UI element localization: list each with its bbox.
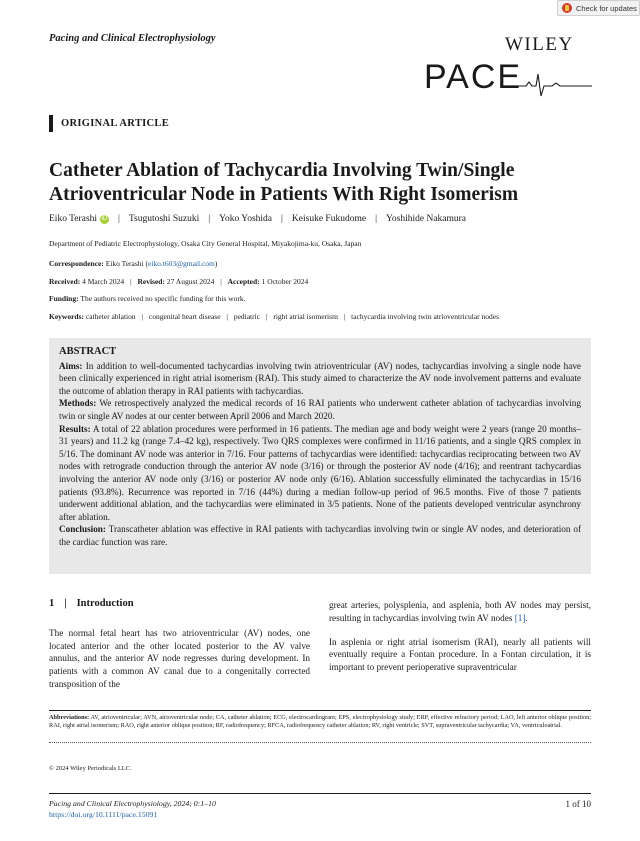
page-number: 1 of 10: [565, 799, 591, 809]
journal-logo: PACE: [424, 58, 523, 96]
correspondence-email-link[interactable]: eiko.t603@gmail.com: [147, 259, 215, 268]
conclusion-label: Conclusion:: [59, 524, 106, 535]
reference-link[interactable]: [1]: [514, 612, 526, 623]
section-number: 1: [49, 598, 55, 609]
article-type-bar: [49, 115, 53, 132]
funding: [49, 294, 246, 303]
conclusion-text: Transcatheter ablation was effective in RAI patients with tachycardias involving twin or single AV nodes, and deterioration of the cardiac function was rare.: [59, 524, 582, 547]
journal-name: Pacing and Clinical Electrophysiology: [49, 33, 216, 44]
keywords: [49, 312, 499, 321]
author-name[interactable]: Eiko Terashi: [49, 214, 97, 224]
revised-date: 27 August 2024: [166, 277, 215, 286]
methods-text: We retrospectively analyzed the medical records of 16 RAI patients who underwent catheter ablation of tachycardias involving twin or single AV nodes at our center between April 2006 and March 2020.: [59, 398, 581, 421]
abstract-conclusion: [59, 523, 581, 548]
correspondence: Correspondence: Eiko Terashi (eiko.t603@gmail.com): [49, 259, 218, 268]
methods-label: Methods:: [59, 398, 97, 409]
divider: [49, 793, 591, 794]
date-separator: |: [220, 277, 222, 286]
section-heading: [49, 598, 310, 611]
author-separator: |: [117, 214, 120, 224]
check-for-updates-button[interactable]: [557, 0, 640, 16]
article-title: Catheter Ablation of Tachycardia Involving Twin/Single Atrioventricular Node in Patients With Right Isomerism: [49, 160, 519, 205]
author-name[interactable]: Yoshihide Nakamura: [385, 214, 467, 224]
author-separator: |: [208, 214, 211, 224]
accepted-date: 1 October 2024: [261, 277, 309, 286]
footer-citation: Pacing and Clinical Electrophysiology, 2024; 0:1–10: [49, 799, 216, 808]
section-title: Introduction: [76, 598, 134, 609]
doi-link[interactable]: https://doi.org/10.1111/pace.15091: [49, 810, 158, 819]
keyword[interactable]: tachycardia involving twin atrioventricular nodes: [351, 312, 500, 321]
affiliation: Department of Pediatric Electrophysiology, Osaka City General Hospital, Miyakojima-ku, Osaka, Japan: [49, 239, 362, 248]
author-separator: |: [375, 214, 377, 224]
abstract-results: [59, 423, 581, 524]
divider: [49, 710, 591, 711]
abstract-heading: ABSTRACT: [59, 346, 117, 357]
article-dates: [49, 277, 308, 286]
abbreviations: [49, 714, 591, 730]
intro-paragraph: [329, 599, 591, 625]
keyword[interactable]: pediatric: [233, 312, 261, 321]
correspondence-name: Eiko Terashi: [105, 259, 144, 268]
received-label: Received:: [49, 277, 81, 286]
orcid-icon[interactable]: iD: [101, 215, 108, 222]
divider: [49, 742, 591, 743]
results-label: Results:: [59, 423, 91, 434]
keywords-label: Keywords:: [49, 312, 84, 321]
aims-label: Aims:: [59, 360, 83, 371]
intro-paragraph: In asplenia or right atrial isomerism (RAI), nearly all patients will eventually require a Fontan procedure. In a Fontan circulation, it is important to prevent perioperative supraventricular: [329, 636, 591, 673]
keyword-separator: |: [226, 312, 228, 321]
correspondence-label: Correspondence:: [49, 259, 104, 268]
publisher-logo: WILEY: [505, 34, 574, 55]
check-for-updates-label: Check for updates: [576, 3, 637, 13]
funding-label: Funding:: [49, 294, 79, 303]
accepted-label: Accepted:: [227, 277, 260, 286]
author-name[interactable]: Tsugutoshi Suzuki: [128, 214, 200, 224]
abbreviations-label: Abbreviations:: [49, 714, 90, 721]
body-column-left: [49, 598, 310, 702]
keyword[interactable]: right atrial isomerism: [273, 312, 338, 321]
ecg-wave-icon: [508, 72, 592, 98]
author-name[interactable]: Yoko Yoshida: [219, 214, 273, 224]
paragraph-text: .: [525, 612, 528, 623]
section-separator: |: [64, 598, 67, 609]
author-separator: |: [281, 214, 283, 224]
intro-paragraph: The normal fetal heart has two atrioventricular (AV) nodes, one located anterior and the other located posterior to the AV valve annulus, and the anterior AV node regresses during development. In patients with a common AV canal due to a congenitally corrected transposition of the: [49, 627, 310, 689]
keyword-separator: |: [265, 312, 268, 321]
keyword-separator: |: [343, 312, 346, 321]
abstract-aims: [59, 360, 581, 398]
abstract-methods: [59, 397, 581, 422]
article-type: ORIGINAL ARTICLE: [61, 118, 170, 129]
keyword[interactable]: congenital heart disease: [148, 312, 221, 321]
body-column-right: [329, 599, 591, 685]
revised-label: Revised:: [137, 277, 165, 286]
paragraph-text: great arteries, polysplenia, and asplenia, both AV nodes may persist, resulting in tachycardias involving twin AV nodes: [329, 600, 591, 623]
copyright: © 2024 Wiley Periodicals LLC.: [49, 765, 132, 772]
keyword[interactable]: catheter ablation: [85, 312, 136, 321]
aims-text: In addition to well-documented tachycardias involving twin atrioventricular (AV) nodes, tachycardias involving a single node have been clinically experienced in right atrial isomerism (RAI). This study aimed to characterize the AV node involvement patterns and evaluate the outcome of ablation therapy in RAI patients with tachycardias.: [59, 360, 581, 396]
results-text: A total of 22 ablation procedures were performed in 16 patients. The median age and body weight were 2 years (range 20 months–31 years) and 11.2 kg (range 7.4–42 kg), respectively. Two QRS complexes were confirmed in 11/16 patients, and a single QRS complex in 5/16. The dominant AV node was anterior in 7/16. Four patterns of tachycardias were identified: tachycardias reciprocating between two AV nodes with retrograde conduction through the anterior AV node (3/16) or through the posterior AV node (4/16); and reentrant tachycardias involving the anterior AV node only (3/16) or posterior AV node only (6/16). Ablation successfully eliminated the tachycardias in 15/16 patients (93.8%). Recurrence was reported in 7/16 (44%) during a median follow-up period of 96.5 months. Five of those 7 patients underwent additional ablation, and the tachycardias were eliminated in 3/5 patients. None of the patients developed ventricular asynchrony after ablation.: [59, 423, 582, 522]
date-separator: |: [130, 277, 132, 286]
keyword-separator: |: [141, 312, 144, 321]
abstract: [59, 346, 581, 549]
author-list: [49, 214, 466, 224]
abbreviations-text: AV, atrioventricular; AVN, atrioventricular node; CA, catheter ablation; ECG, electrocardiogram; EPS, electrophysiology study; ERP, effective refractory period; LAO, left anterior oblique position; RAI, right atrial isomerism; RAO, right anterior oblique position; RF, radiofrequency; RFCA, radiofrequency catheter ablation; RV, right ventricle; SVT, supraventricular tachycardia; VA, ventriculoatrial.: [49, 714, 591, 730]
author-name[interactable]: Keisuke Fukudome: [291, 214, 367, 224]
crossmark-icon: [562, 3, 572, 13]
received-date: 4 March 2024: [82, 277, 125, 286]
funding-text: The authors received no specific funding for this work.: [80, 294, 246, 303]
